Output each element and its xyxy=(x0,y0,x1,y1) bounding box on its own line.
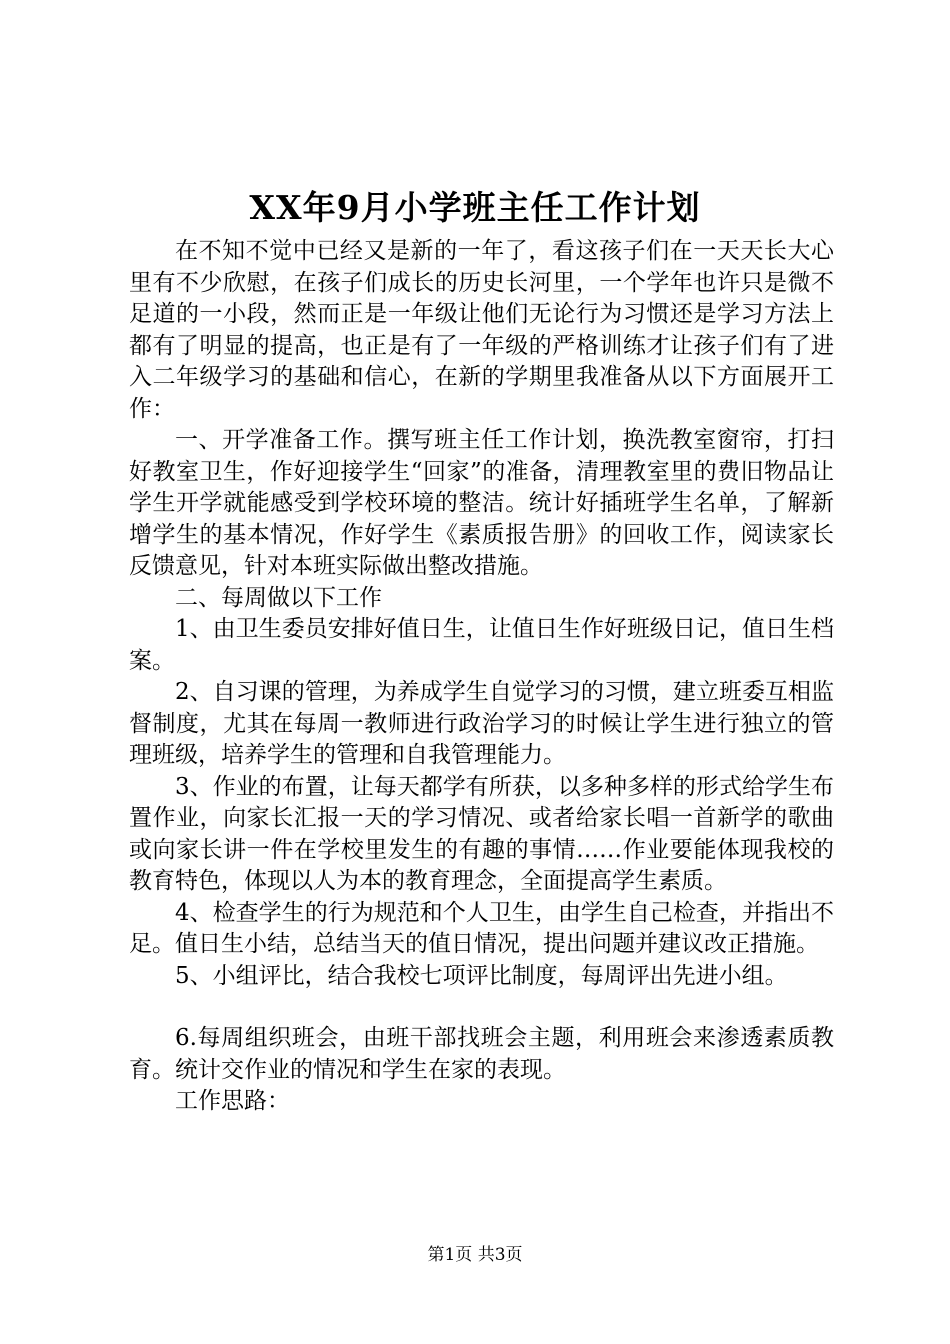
paragraph-section-1: 一、开学准备工作。撰写班主任工作计划，换洗教室窗帘，打扫好教室卫生，作好迎接学生“回家”的准备，清理教室里的费旧物品让学生开学就能感受到学校环境的整洁。统计好插班学生名单，了解新增学生的基本情况，作好学生《素质报告册》的回收工作，阅读家长反馈意见，针对本班实际做出整改措施。 xyxy=(129,427,834,579)
paragraph-section-2: 二、每周做以下工作 xyxy=(175,584,382,611)
page-number-footer: 第1页 共3页 xyxy=(427,1245,523,1265)
paragraph-work-ideas: 工作思路： xyxy=(175,1088,290,1114)
paragraph-item-2: 2、自习课的管理，为养成学生自觉学习的习惯，建立班委互相监督制度，尤其在每周一教师进行政治学习的时候让学生进行独立的管理班级，培养学生的管理和自我管理能力。 xyxy=(129,679,834,768)
paragraph-item-4: 4、检查学生的行为规范和个人卫生，由学生自己检查，并指出不足。值日生小结，总结当天的值日情况，提出问题并建议改正措施。 xyxy=(129,899,834,957)
paragraph-item-5: 5、小组评比，结合我校七项评比制度，每周评出先进小组。 xyxy=(175,962,788,989)
document-body xyxy=(129,236,834,1118)
paragraph-item-3: 3、作业的布置，让每天都学有所获，以多种多样的形式给学生布置作业，向家长汇报一天的学习情况、或者给家长唱一首新学的歌曲或向家长讲一件在学校里发生的有趣的事情……作业要能体现我校的教育特色，体现以人为本的教育理念，全面提高学生素质。 xyxy=(129,773,834,894)
paragraph-intro: 在不知不觉中已经又是新的一年了，看这孩子们在一天天长大心里有不少欣慰，在孩子们成长的历史长河里，一个学年也许只是微不足道的一小段，然而正是一年级让他们无论行为习惯还是学习方法上都有了明显的提高，也正是有了一年级的严格训练才让孩子们有了进入二年级学习的基础和信心，在新的学期里我准备从以下方面展开工作： xyxy=(129,238,834,422)
paragraph-item-1: 1、由卫生委员安排好值日生，让值日生作好班级日记，值日生档案。 xyxy=(129,616,834,674)
paragraph-item-6: 6.每周组织班会，由班干部找班会主题，利用班会来渗透素质教育。统计交作业的情况和学生在家的表现。 xyxy=(129,1025,834,1083)
page-title: XX年9月小学班主任工作计划 xyxy=(249,188,701,227)
